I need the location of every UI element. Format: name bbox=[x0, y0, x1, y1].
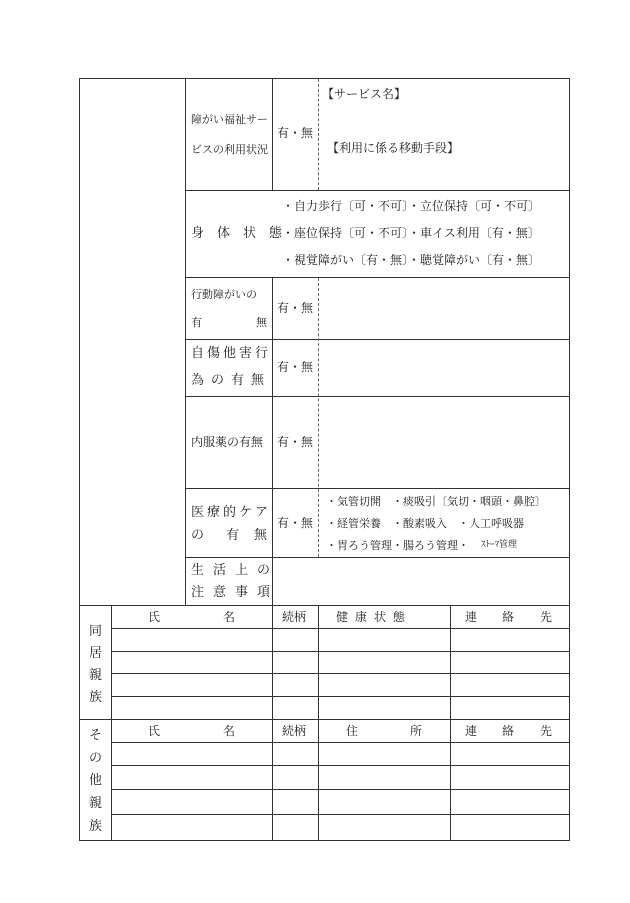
other-side-2: の bbox=[89, 751, 103, 766]
medical-care-line-2: ・経管栄養 ・酸素吸入 ・人工呼吸器 bbox=[326, 517, 524, 530]
selfharm-label-line1: 自傷他害行 bbox=[191, 346, 272, 361]
cohabiting-header-contact-1: 連 bbox=[465, 610, 478, 624]
other-header-name-shi: 氏 bbox=[148, 724, 161, 738]
transport-label: 【利用に係る移動手段】 bbox=[327, 141, 460, 155]
medical-care-label-mu: 無 bbox=[254, 528, 268, 543]
other-header-contact-3: 先 bbox=[540, 724, 553, 738]
behavior-choice: 有・無 bbox=[277, 301, 314, 315]
other-header-contact-1: 連 bbox=[465, 724, 478, 738]
notes-label-line2: 注意事項 bbox=[191, 585, 280, 600]
cohabiting-header-name-mei: 名 bbox=[223, 610, 236, 624]
other-header-address-2: 所 bbox=[410, 724, 423, 738]
notes-label-line1: 生活上の bbox=[191, 563, 280, 578]
physical-line-2: ・座位保持〔可・不可〕・車イス利用〔有・無〕 bbox=[282, 226, 540, 240]
other-header-contact-2: 絡 bbox=[502, 724, 515, 738]
other-header-address-1: 住 bbox=[346, 724, 359, 738]
physical-condition-label: 身 体 状 態 bbox=[191, 226, 283, 241]
cohabiting-side-3: 親 bbox=[89, 668, 103, 683]
selfharm-label-line2: 為の有無 bbox=[191, 373, 272, 388]
service-usage-label-line1: 障がい福祉サー bbox=[191, 113, 268, 126]
other-side-3: 他 bbox=[89, 773, 103, 788]
medical-care-line-3: ・胃ろう管理・腸ろう管理・ bbox=[326, 539, 469, 552]
cohabiting-side-1: 同 bbox=[89, 624, 103, 639]
cohabiting-header-contact-3: 先 bbox=[540, 610, 553, 624]
medication-choice: 有・無 bbox=[277, 435, 314, 449]
cohabiting-header-name-shi: 氏 bbox=[148, 610, 161, 624]
medical-care-label-line1: 医療的ケア bbox=[191, 505, 272, 520]
physical-line-3: ・視覚障がい〔有・無〕・聴覚障がい〔有・無〕 bbox=[282, 253, 541, 267]
medical-care-label-yu: 有 bbox=[226, 528, 240, 543]
service-usage-choice: 有・無 bbox=[277, 126, 314, 140]
behavior-label-line1: 行動障がいの bbox=[191, 288, 257, 301]
behavior-label-mu: 無 bbox=[256, 316, 267, 329]
other-header-name-mei: 名 bbox=[223, 724, 236, 738]
other-side-5: 族 bbox=[89, 819, 103, 834]
cohabiting-header-health: 健康状態 bbox=[336, 610, 413, 624]
cohabiting-side-2: 居 bbox=[89, 646, 103, 661]
cohabiting-side-4: 族 bbox=[89, 690, 103, 705]
cohabiting-header-contact-2: 絡 bbox=[502, 610, 515, 624]
behavior-label-yu: 有 bbox=[191, 316, 202, 329]
physical-line-1: ・自力歩行〔可・不可〕・立位保持〔可・不可〕 bbox=[282, 199, 541, 213]
medical-care-choice: 有・無 bbox=[277, 516, 314, 530]
other-header-relation: 続柄 bbox=[282, 724, 307, 738]
service-usage-label-line2: ビスの利用状況 bbox=[191, 143, 268, 156]
medical-care-label-no: の bbox=[191, 528, 205, 543]
cohabiting-header-relation: 続柄 bbox=[282, 610, 307, 624]
other-side-1: そ bbox=[89, 728, 103, 743]
medical-care-stoma: ｽﾄｰﾏ管理 bbox=[481, 540, 518, 550]
medication-label: 内服薬の有無 bbox=[191, 435, 264, 449]
medical-care-line-1: ・気管切開 ・痰吸引〔気切・咽頭・鼻腔〕 bbox=[326, 495, 546, 508]
selfharm-choice: 有・無 bbox=[277, 360, 314, 374]
service-name-label: 【サービス名】 bbox=[322, 87, 407, 101]
other-side-4: 親 bbox=[89, 796, 103, 811]
